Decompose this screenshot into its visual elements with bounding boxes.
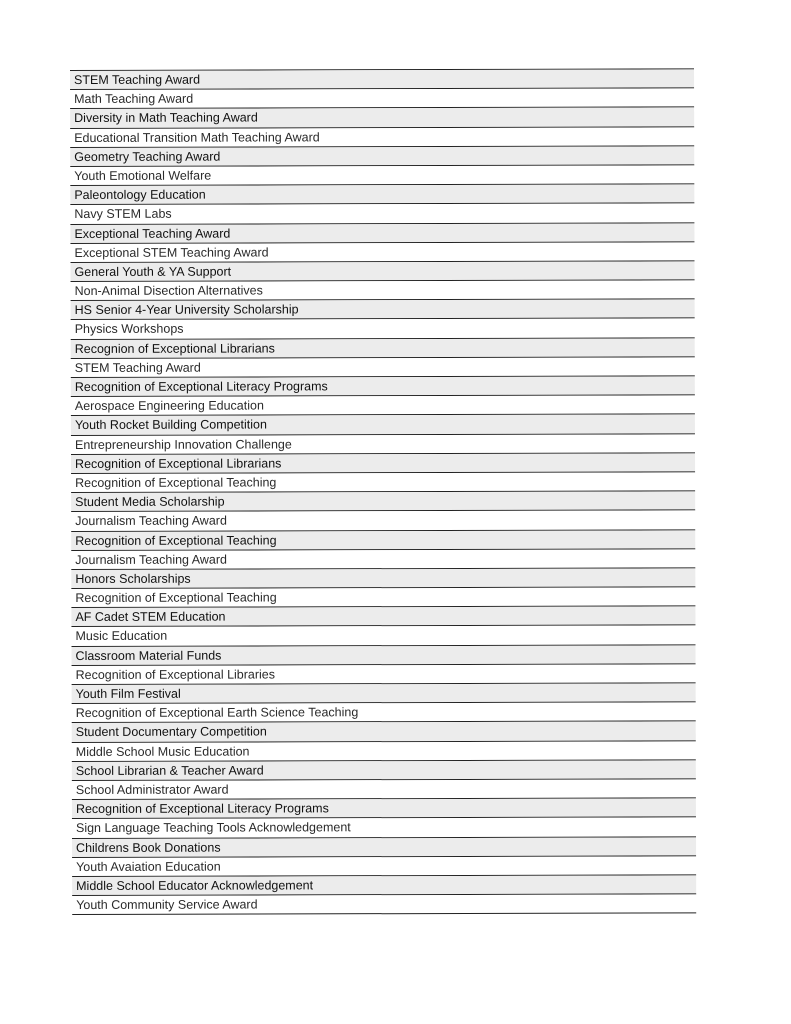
table-row: Middle School Educator Acknowledgement	[72, 875, 696, 896]
table-row: Honors Scholarships	[71, 568, 695, 589]
table-row: Recognition of Exceptional Teaching	[71, 472, 695, 493]
table-row: Student Media Scholarship	[71, 491, 695, 512]
table-row: Youth Avaiation Education	[72, 856, 696, 877]
table-row: Youth Emotional Welfare	[70, 165, 694, 186]
table-row: Paleontology Education	[70, 184, 694, 205]
table-row: STEM Teaching Award	[71, 357, 695, 378]
table-row: Journalism Teaching Award	[71, 549, 695, 570]
table-row: AF Cadet STEM Education	[71, 607, 695, 628]
table-row: Youth Community Service Award	[72, 894, 696, 915]
table-row: Recognion of Exceptional Librarians	[71, 338, 695, 359]
table-row: Recognition of Exceptional Literacy Programs	[71, 376, 695, 397]
table-row: Recognition of Exceptional Librarians	[71, 453, 695, 474]
table-row: Journalism Teaching Award	[71, 511, 695, 532]
table-row: Sign Language Teaching Tools Acknowledgement	[72, 818, 696, 839]
table-row: Exceptional STEM Teaching Award	[70, 242, 694, 263]
table-row: School Administrator Award	[72, 779, 696, 800]
table-row: Classroom Material Funds	[72, 645, 696, 666]
table-row: Non-Animal Disection Alternatives	[71, 280, 695, 301]
table-row: Childrens Book Donations	[72, 837, 696, 858]
table-row: School Librarian & Teacher Award	[72, 760, 696, 781]
table-row: HS Senior 4-Year University Scholarship	[71, 300, 695, 321]
table-row: Student Documentary Competition	[72, 722, 696, 743]
table-row: Music Education	[71, 626, 695, 647]
table-row: Recognition of Exceptional Literacy Programs	[72, 798, 696, 819]
table-row: Navy STEM Labs	[70, 204, 694, 225]
table-row: Recognition of Exceptional Libraries	[72, 664, 696, 685]
table-row: Recognition of Exceptional Teaching	[71, 530, 695, 551]
table-row: Physics Workshops	[71, 319, 695, 340]
table-row: Exceptional Teaching Award	[70, 223, 694, 244]
table-row: Entrepreneurship Innovation Challenge	[71, 434, 695, 455]
table-row: General Youth & YA Support	[71, 261, 695, 282]
table-row: Recognition of Exceptional Teaching	[71, 587, 695, 608]
table-row: Middle School Music Education	[72, 741, 696, 762]
table-row: Geometry Teaching Award	[70, 146, 694, 167]
table-row: Educational Transition Math Teaching Award	[70, 127, 694, 148]
table-row: Math Teaching Award	[70, 89, 694, 110]
table-row: STEM Teaching Award	[70, 69, 694, 90]
table-row: Youth Film Festival	[72, 683, 696, 704]
table-row: Aerospace Engineering Education	[71, 396, 695, 417]
table-row: Recognition of Exceptional Earth Science Teaching	[72, 703, 696, 724]
table-row: Youth Rocket Building Competition	[71, 415, 695, 436]
award-list-table	[70, 68, 696, 915]
table-row: Diversity in Math Teaching Award	[70, 108, 694, 129]
